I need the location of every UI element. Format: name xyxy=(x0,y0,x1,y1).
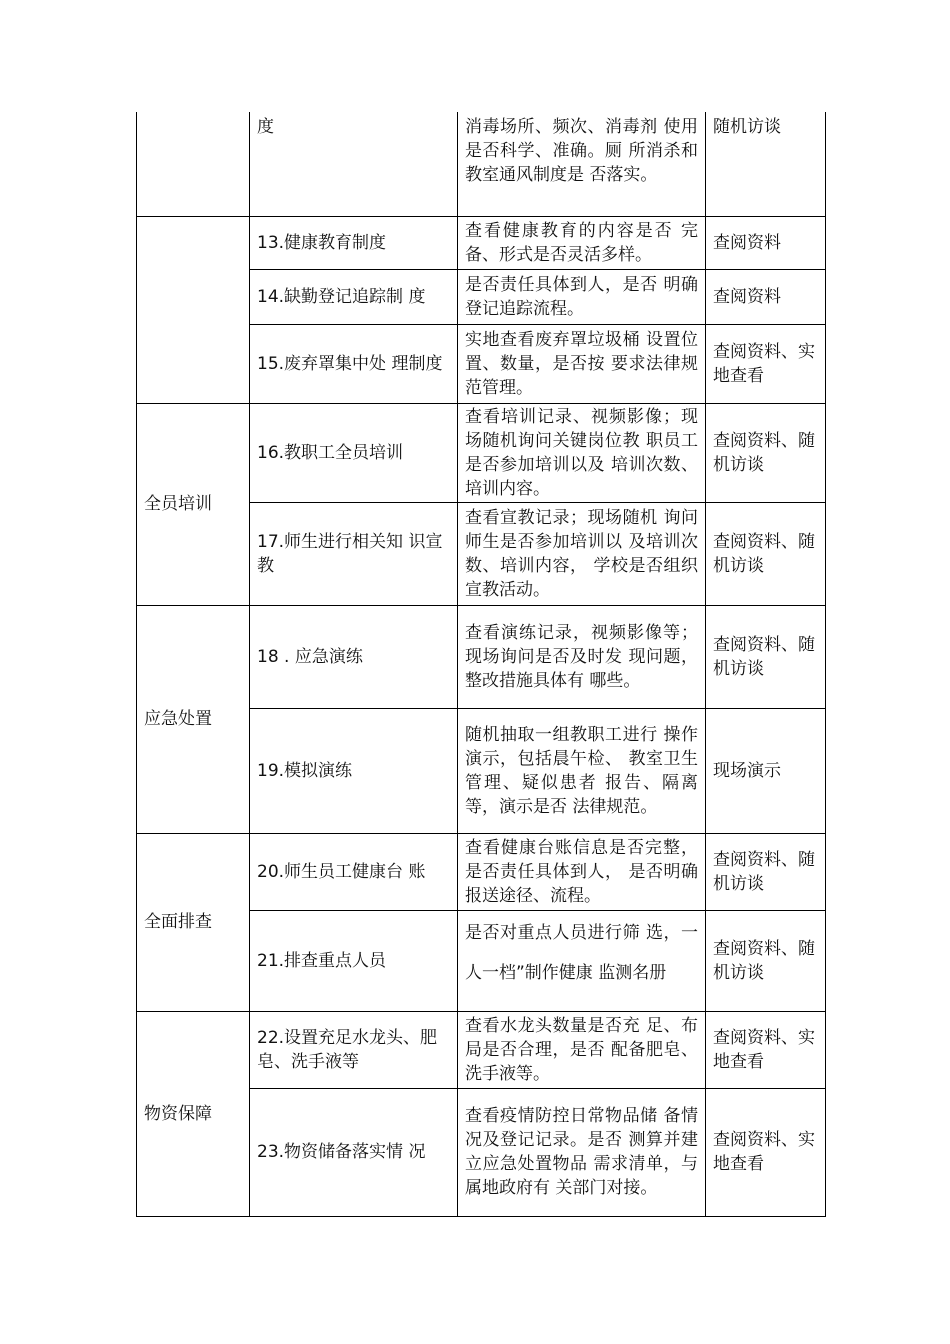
method-cell: 查阅资料 xyxy=(706,216,826,269)
requirement-cell: 消毒场所、频次、消毒剂 使用是否科学、准确。厕 所消杀和教室通风制度是 否落实。 xyxy=(458,112,706,216)
category-cell: 物资保障 xyxy=(137,1011,250,1216)
requirement-cell: 随机抽取一组教职工进行 操作演示，包括晨午检、 教室卫生管理、疑似患者 报告、隔离等，演示是否 法律规范。 xyxy=(458,708,706,833)
item-cell: 度 xyxy=(250,112,458,216)
requirement-cell: 查看宣教记录；现场随机 询问师生是否参加培训以 及培训次数、培训内容， 学校是否组织宣教活动。 xyxy=(458,502,706,605)
item-cell: 18 . 应急演练 xyxy=(250,605,458,708)
item-cell: 17.师生进行相关知 识宣教 xyxy=(250,502,458,605)
item-cell: 15.废弃罩集中处 理制度 xyxy=(250,324,458,403)
method-cell: 随机访谈 xyxy=(706,112,826,216)
item-cell: 23.物资储备落实情 况 xyxy=(250,1088,458,1216)
category-cell: 全面排查 xyxy=(137,833,250,1011)
table-row xyxy=(137,112,826,216)
method-cell: 查阅资料、实地查看 xyxy=(706,1011,826,1088)
table-row xyxy=(137,833,826,910)
category-cell xyxy=(137,216,250,403)
method-cell: 查阅资料 xyxy=(706,269,826,324)
method-cell: 查阅资料、实地查看 xyxy=(706,324,826,403)
requirement-cell: 查看疫情防控日常物品储 备情况及登记记录。是否 测算并建立应急处置物品 需求清单，与属地政府有 关部门对接。 xyxy=(458,1088,706,1216)
method-cell: 查阅资料、随机访谈 xyxy=(706,502,826,605)
requirement-cell: 查看健康台账信息是否完整，是否责任具体到人， 是否明确报送途径、流程。 xyxy=(458,833,706,910)
table-row xyxy=(137,403,826,502)
table-row xyxy=(137,605,826,708)
category-cell: 全员培训 xyxy=(137,403,250,605)
method-cell: 查阅资料、随机访谈 xyxy=(706,833,826,910)
item-cell: 13.健康教育制度 xyxy=(250,216,458,269)
item-cell: 20.师生员工健康台 账 xyxy=(250,833,458,910)
item-cell: 16.教职工全员培训 xyxy=(250,403,458,502)
requirement-cell: 是否责任具体到人，是否 明确登记追踪流程。 xyxy=(458,269,706,324)
table-row xyxy=(137,216,826,269)
table-row xyxy=(137,1011,826,1088)
requirement-cell: 实地查看废弃罩垃圾桶 设置位置、数量，是否按 要求法律规范管理。 xyxy=(458,324,706,403)
requirement-cell: 是否对重点人员进行筛 选，一人一档”制作健康 监测名册 xyxy=(458,910,706,1011)
item-cell: 22.设置充足水龙头、肥皂、洗手液等 xyxy=(250,1011,458,1088)
method-cell: 查阅资料、随机访谈 xyxy=(706,403,826,502)
requirement-cell: 查看培训记录、视频影像；现场随机询问关键岗位教 职员工是否参加培训以及 培训次数、培训内容。 xyxy=(458,403,706,502)
item-cell: 19.模拟演练 xyxy=(250,708,458,833)
method-cell: 查阅资料、随机访谈 xyxy=(706,605,826,708)
requirement-cell: 查看健康教育的内容是否 完备、形式是否灵活多样。 xyxy=(458,216,706,269)
item-cell: 14.缺勤登记追踪制 度 xyxy=(250,269,458,324)
method-cell: 现场演示 xyxy=(706,708,826,833)
category-cell: 应急处置 xyxy=(137,605,250,833)
inspection-table xyxy=(136,112,826,1217)
method-cell: 查阅资料、实地查看 xyxy=(706,1088,826,1216)
category-cell xyxy=(137,112,250,216)
requirement-cell: 查看水龙头数量是否充 足、布局是否合理，是否 配备肥皂、洗手液等。 xyxy=(458,1011,706,1088)
method-cell: 查阅资料、随机访谈 xyxy=(706,910,826,1011)
requirement-cell: 查看演练记录，视频影像等；现场询问是否及时发 现问题，整改措施具体有 哪些。 xyxy=(458,605,706,708)
item-cell: 21.排查重点人员 xyxy=(250,910,458,1011)
